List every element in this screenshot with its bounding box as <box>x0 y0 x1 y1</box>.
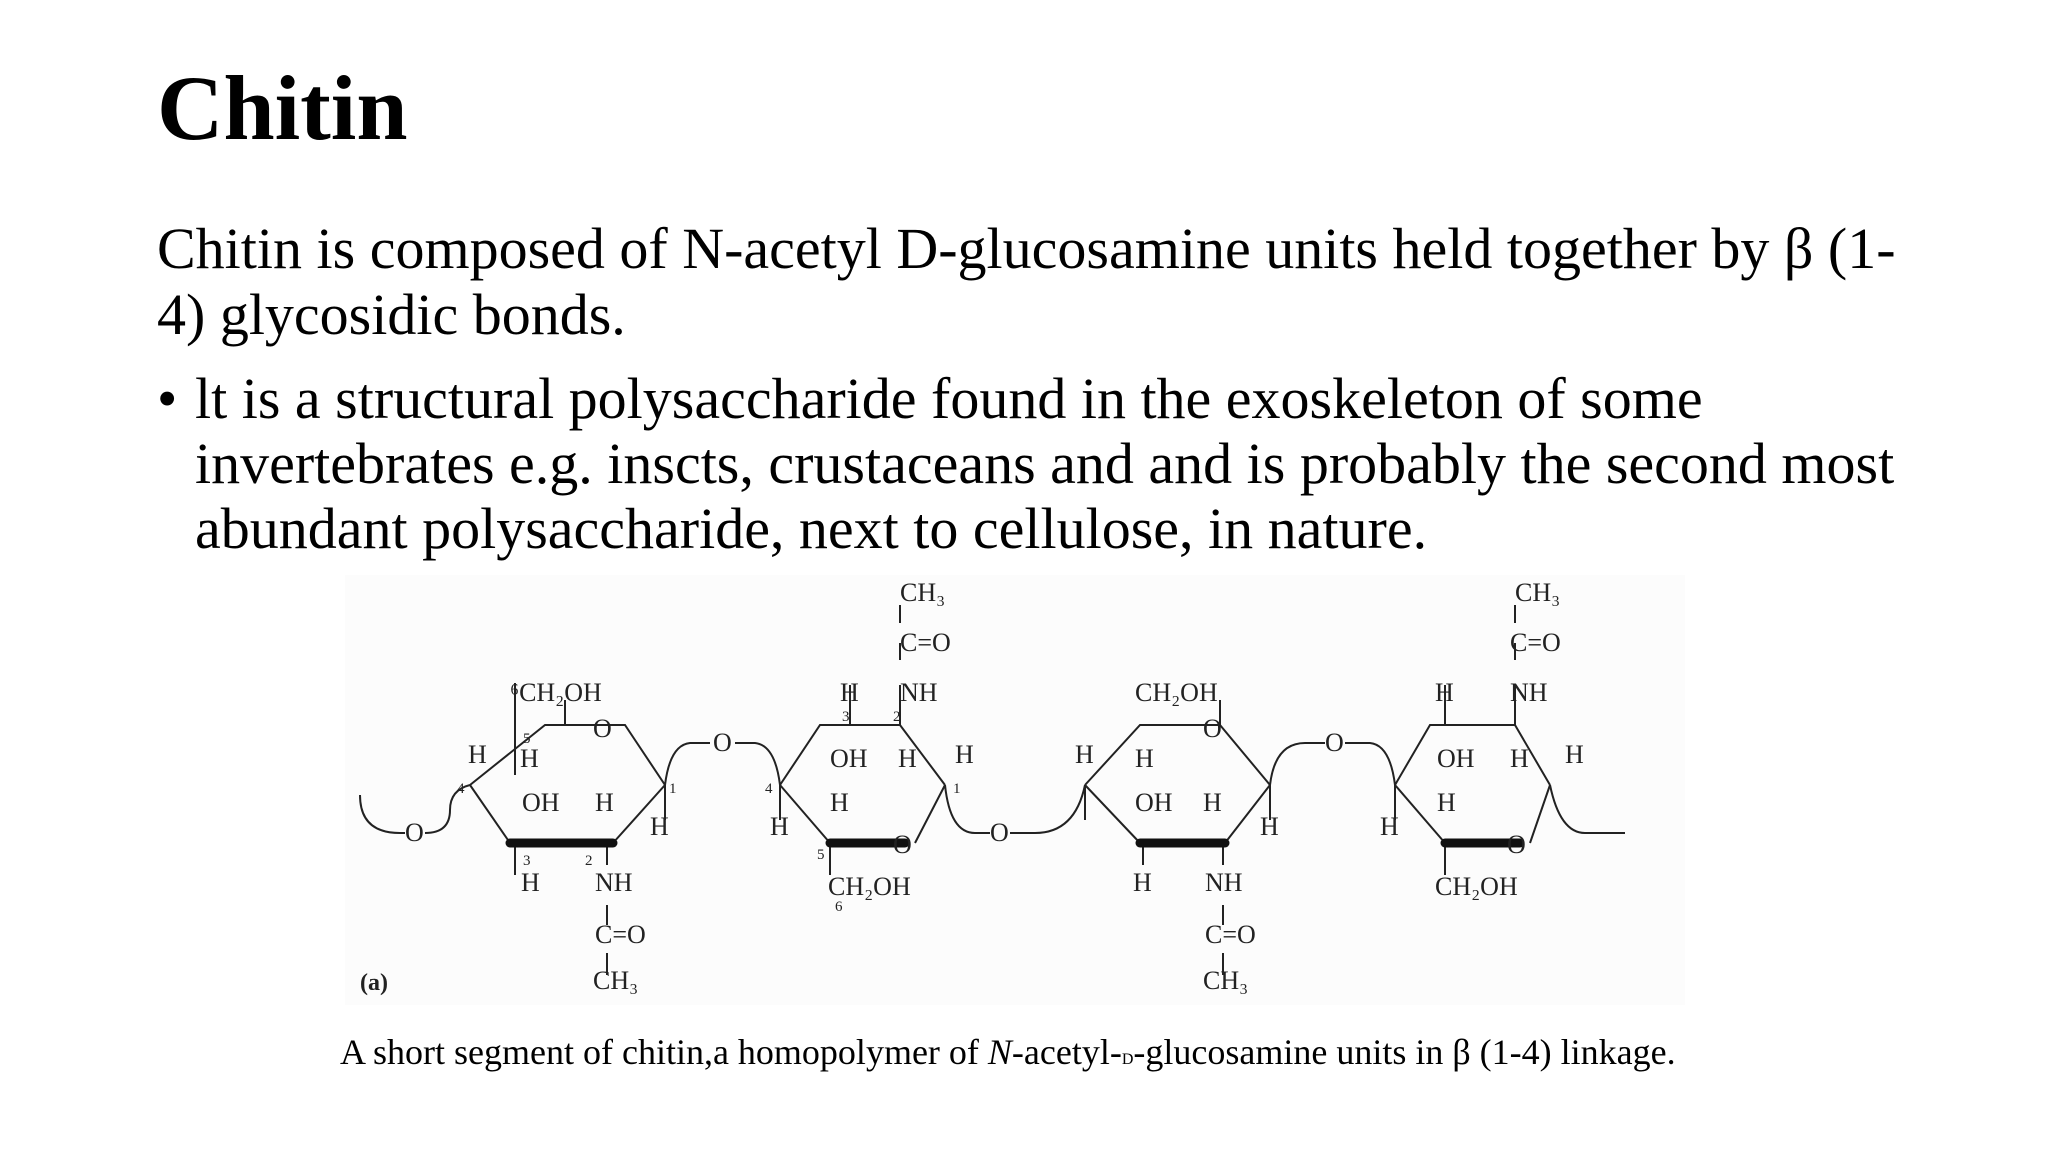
hydrogen-label: H <box>1380 812 1399 841</box>
hydrogen-label: H <box>595 788 614 817</box>
nh-label: NH <box>900 678 938 707</box>
hydrogen-label: H <box>1510 744 1529 773</box>
position-number: 1 <box>669 781 677 797</box>
figure-caption <box>340 1030 1740 1082</box>
position-number: 1 <box>953 781 961 797</box>
caption-text: A short segment of chitin,a homopolymer of <box>340 1032 988 1072</box>
position-number: 2 <box>893 709 901 725</box>
hydrogen-label: H <box>1203 788 1222 817</box>
slide-title: Chitin <box>157 57 408 159</box>
hydrogen-label: H <box>1075 740 1094 769</box>
bullet-list <box>157 366 1917 561</box>
caption-smallcaps: D <box>1121 1051 1134 1068</box>
hydrogen-label: H <box>840 678 859 707</box>
position-number: 4 <box>457 781 465 797</box>
panel-label: (a) <box>360 970 388 996</box>
intro-paragraph: Chitin is composed of N-acetyl D-glucosamine units held together by β (1-4) glycosidic bonds. <box>157 216 1896 347</box>
ch2oh-label: CH₂OH <box>828 872 911 901</box>
caption-italic: N <box>987 1032 1012 1072</box>
ch2oh-label: CH₂OH <box>1435 872 1518 901</box>
hydrogen-label: H <box>1135 744 1154 773</box>
position-number: 3 <box>523 853 531 869</box>
hydrogen-label: H <box>898 744 917 773</box>
ch2oh-label: ⁶CH₂OH <box>510 678 602 707</box>
carbonyl-label: C=O <box>595 920 646 949</box>
methyl-label: CH₃ <box>1203 966 1249 995</box>
chitin-structure-diagram <box>345 575 1685 1005</box>
oxygen-label: O <box>1325 728 1344 757</box>
nh-label: NH <box>1205 868 1243 897</box>
position-number: 2 <box>585 853 593 869</box>
hydrogen-label: H <box>1260 812 1279 841</box>
bullet-text: lt is a structural polysaccharide found in the exoskeleton of some invertebrates e.g. inscts, crustaceans and and is probably the second most abundant polysaccharide, next to cellulose, in nature. <box>195 366 1895 561</box>
hydrogen-label: H <box>955 740 974 769</box>
hydroxyl-label: OH <box>522 788 560 817</box>
ring-oxygen-label: O <box>1507 830 1526 859</box>
hydrogen-label: H <box>1435 678 1454 707</box>
caption-text: -acetyl- <box>1011 1032 1122 1072</box>
hydrogen-label: H <box>1133 868 1152 897</box>
hydrogen-label: H <box>770 812 789 841</box>
position-number: 3 <box>842 709 850 725</box>
nh-label: NH <box>595 868 633 897</box>
methyl-label: CH₃ <box>900 578 946 607</box>
oxygen-label: O <box>713 728 732 757</box>
hydrogen-label: H <box>521 868 540 897</box>
ch2oh-label: CH₂OH <box>1135 678 1218 707</box>
oxygen-label: O <box>405 818 424 847</box>
position-number: 5 <box>523 731 531 747</box>
hydroxyl-label: OH <box>1135 788 1173 817</box>
methyl-label: CH₃ <box>1515 578 1561 607</box>
hydrogen-label: H <box>520 744 539 773</box>
ring-oxygen-label: O <box>593 714 612 743</box>
hydroxyl-label: OH <box>1437 744 1475 773</box>
bullet-item <box>157 366 1917 561</box>
hydroxyl-label: OH <box>830 744 868 773</box>
carbonyl-label: C=O <box>1510 628 1561 657</box>
ring-oxygen-label: O <box>893 830 912 859</box>
hydrogen-label: H <box>830 788 849 817</box>
nh-label: NH <box>1510 678 1548 707</box>
ring-oxygen-label: O <box>1203 714 1222 743</box>
caption-text: -glucosamine units in β (1-4) linkage. <box>1133 1032 1676 1072</box>
hydrogen-label: H <box>650 812 669 841</box>
carbonyl-label: C=O <box>900 628 951 657</box>
hydrogen-label: H <box>1437 788 1456 817</box>
hydrogen-label: H <box>468 740 487 769</box>
chitin-structure-figure <box>345 575 1685 1005</box>
position-number: 4 <box>765 781 773 797</box>
oxygen-label: O <box>990 818 1009 847</box>
methyl-label: CH₃ <box>593 966 639 995</box>
position-number: 6 <box>835 899 843 915</box>
hydrogen-label: H <box>1565 740 1584 769</box>
position-number: 5 <box>817 847 825 863</box>
carbonyl-label: C=O <box>1205 920 1256 949</box>
bullet-dot-icon: • <box>157 366 178 431</box>
